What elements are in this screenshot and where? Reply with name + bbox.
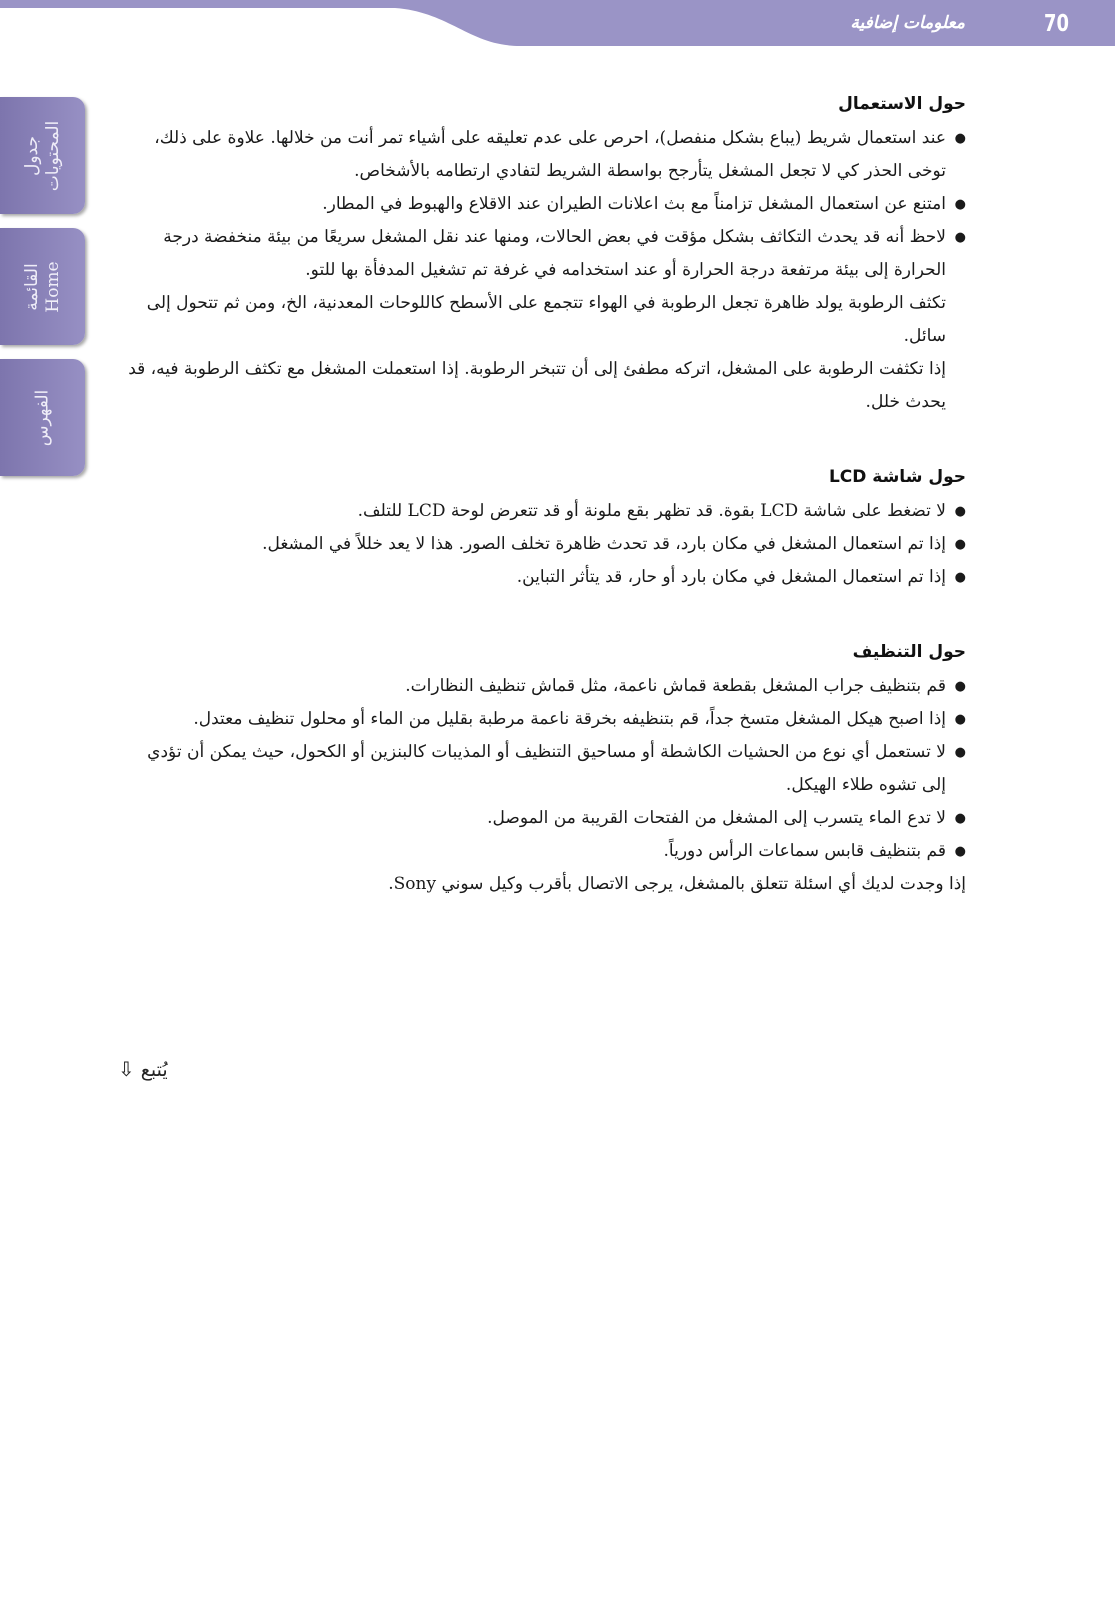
usage-note: إذا تكثفت الرطوبة على المشغل، اتركه مطفئ إلى أن تتبخر الرطوبة. إذا استعملت المشغل مع تكثف الرطوبة فيه، قد يحدث خلل.	[128, 359, 946, 412]
lcd-list	[118, 495, 966, 594]
tab-home-label: القائمة Home	[21, 260, 63, 313]
down-arrow-icon: ⇩	[118, 1057, 135, 1081]
section-cleaning-title: حول التنظيف	[852, 642, 966, 662]
bullet-icon: ●	[954, 811, 966, 826]
section-lcd	[118, 467, 966, 594]
list-item	[118, 528, 966, 561]
section-cleaning	[118, 642, 966, 901]
tab-home[interactable]	[0, 228, 85, 345]
list-item	[118, 703, 966, 736]
tab-contents[interactable]	[0, 97, 85, 214]
bullet-icon: ●	[954, 230, 966, 245]
list-item-text: لا تستعمل أي نوع من الحشيات الكاشطة أو مساحيق التنظيف أو المذيبات كالبنزين أو الكحول، حيث يمكن أن تؤدي إلى تشوه طلاء الهيكل.	[147, 742, 946, 795]
cleaning-list	[118, 670, 966, 868]
tab-index[interactable]	[0, 359, 85, 476]
list-item-text: لا تدع الماء يتسرب إلى المشغل من الفتحات القريبة من الموصل.	[487, 808, 946, 828]
list-item-text: إذا تم استعمال المشغل في مكان بارد، قد تحدث ظاهرة تخلف الصور. هذا لا يعد خللاً في المشغل.	[262, 534, 946, 554]
bullet-icon: ●	[954, 537, 966, 552]
section-usage	[118, 94, 966, 419]
bullet-icon: ●	[954, 197, 966, 212]
list-item-text: إذا تم استعمال المشغل في مكان بارد أو حار، قد يتأثر التباين.	[516, 567, 946, 587]
cleaning-closing: إذا وجدت لديك أي اسئلة تتعلق بالمشغل، يرجى الاتصال بأقرب وكيل سوني Sony.	[388, 874, 966, 894]
continued-link[interactable]	[118, 1057, 168, 1081]
main-content	[118, 94, 966, 949]
list-item	[118, 122, 966, 188]
list-item	[118, 736, 966, 802]
list-item-text: إذا اصبح هيكل المشغل متسخ جداً، قم بتنظيفه بخرقة ناعمة مرطبة بقليل من الماء أو محلول تنظيف معتدل.	[193, 709, 946, 729]
list-item-text: عند استعمال شريط (يباع بشكل منفصل)، احرص على عدم تعليقه على أشياء تمر أنت من خلالها. علاوة على ذلك، توخى الحذر كي لا تجعل المشغل يتأرجح بواسطة الشريط لتفادي ارتطامه بالأشخاص.	[154, 128, 946, 181]
tab-index-label: الفهرس	[32, 389, 52, 446]
page-header	[0, 0, 1115, 46]
list-item-text: قم بتنظيف جراب المشغل بقطعة قماش ناعمة، مثل قماش تنظيف النظارات.	[405, 676, 946, 696]
bullet-icon: ●	[954, 504, 966, 519]
list-item	[118, 561, 966, 594]
list-item	[118, 221, 966, 287]
list-item-text: لا تضغط على شاشة LCD بقوة. قد تظهر بقع ملونة أو قد تتعرض لوحة LCD للتلف.	[357, 501, 946, 521]
list-item	[118, 188, 966, 221]
bullet-icon: ●	[954, 712, 966, 727]
section-title: معلومات إضافية	[850, 13, 965, 33]
list-item-text: امتنع عن استعمال المشغل تزامناً مع بث اعلانات الطيران عند الاقلاع والهبوط في المطار.	[322, 194, 946, 214]
bullet-icon: ●	[954, 679, 966, 694]
continued-label: يُتبع	[140, 1059, 168, 1081]
list-item	[118, 802, 966, 835]
tab-contents-label: جدول المحتويات	[21, 120, 63, 191]
bullet-icon: ●	[954, 570, 966, 585]
list-item	[118, 495, 966, 528]
list-item-text: قم بتنظيف قابس سماعات الرأس دورياً.	[663, 841, 946, 861]
section-usage-title: حول الاستعمال	[838, 94, 966, 114]
bullet-icon: ●	[954, 844, 966, 859]
list-item-text: لاحظ أنه قد يحدث التكاثف بشكل مؤقت في بعض الحالات، ومنها عند نقل المشغل سريعًا من بيئة منخفضة درجة الحرارة إلى بيئة مرتفعة درجة الحرارة أو عند استخدامه في غرفة تم تشغيل المدفأة بها للتو.	[163, 227, 946, 280]
page-number: 70	[1044, 11, 1069, 37]
list-item	[118, 835, 966, 868]
usage-list	[118, 122, 966, 287]
bullet-icon: ●	[954, 131, 966, 146]
list-item	[118, 670, 966, 703]
bullet-icon: ●	[954, 745, 966, 760]
section-lcd-title: حول شاشة LCD	[828, 467, 966, 487]
usage-note: تكثف الرطوبة يولد ظاهرة تجعل الرطوبة في الهواء تتجمع على الأسطح كاللوحات المعدنية، الخ، ومن ثم تتحول إلى سائل.	[146, 293, 946, 346]
